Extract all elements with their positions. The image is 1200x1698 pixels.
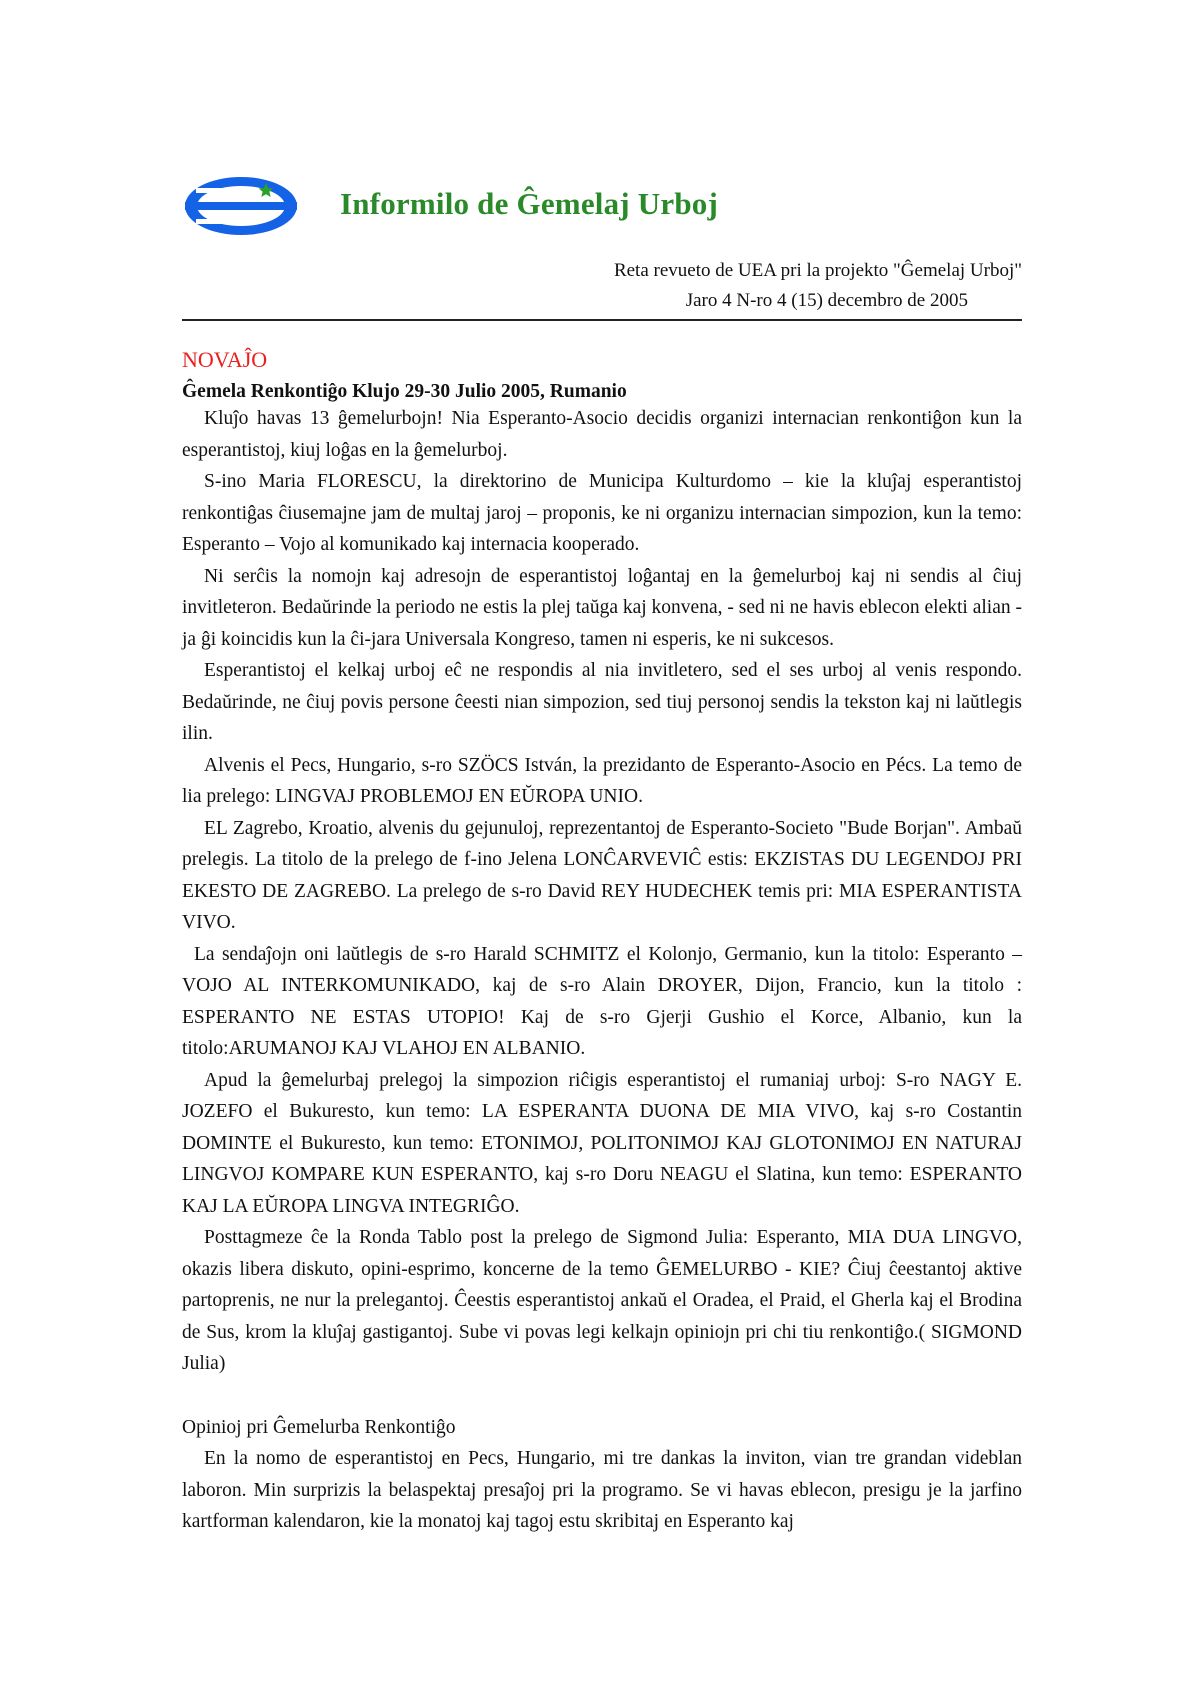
article-paragraph: Alvenis el Pecs, Hungario, s-ro SZÖCS István, la prezidanto de Esperanto-Asocio en Pécs. La temo de lia prelego: LINGVAJ PROBLEMOJ EN EŬROPA UNIO. <box>182 754 1022 807</box>
article-body <box>182 403 1022 1380</box>
issue-info: Jaro 4 N-ro 4 (15) decembro de 2005 <box>685 290 968 311</box>
article-paragraph: Kluĵo havas 13 ĝemelurbojn! Nia Esperanto-Asocio decidis organizi internacian renkontiĝon kun la esperantistoj, kiuj loĝas en la ĝemelurboj. <box>182 408 1022 461</box>
esperanto-logo-icon <box>182 174 300 238</box>
newsletter-page <box>182 174 1022 1538</box>
opinions-body <box>182 1443 1022 1538</box>
header-divider <box>182 319 1022 321</box>
article-paragraph: Esperantistoj el kelkaj urboj eĉ ne respondis al nia invitletero, sed el ses urboj al venis respondo. Bedaŭrinde, ne ĉiuj povis persone ĉeesti nian simpozion, sed tiuj personoj sendis la tekston kaj ni laŭtlegis ilin. <box>182 660 1022 744</box>
article-paragraph: EL Zagrebo, Kroatio, alvenis du gejunuloj, reprezentantoj de Esperanto-Societo "Bude Borjan". Ambaŭ prelegis. La titolo de la prelego de f-ino Jelena LONĈARVEVIĈ estis: EKZISTAS DU LEGENDOJ PRI EKESTO DE ZAGREBO. La prelego de s-ro David REY HUDECHEK temis pri: MIA ESPERANTISTA VIVO. <box>182 817 1022 933</box>
section-heading: NOVAĴO <box>182 347 268 372</box>
newsletter-title: Informilo de Ĝemelaj Urboj <box>340 186 718 221</box>
publication-info <box>182 256 1022 316</box>
article-paragraph: S-ino Maria FLORESCU, la direktorino de Municipa Kulturdomo – kie la kluĵaj esperantistoj renkontiĝas ĉiusemajne jam de multaj jaroj – proponis, ke ni organizu internacian simpozion, kun la temo: Esperanto – Vojo al komunikado kaj internacia kooperado. <box>182 471 1022 555</box>
opinions-heading: Opinioj pri Ĝemelurba Renkontiĝo <box>182 1416 456 1438</box>
article-paragraph: Ni serĉis la nomojn kaj adresojn de esperantistoj loĝantaj en la ĝemelurboj kaj ni sendis al ĉiuj invitleteron. Bedaŭrinde la periodo ne estis la plej taŭga kaj konvena, - sed ni ne havis eblecon elekti alian - ja ĝi koincidis kun la ĉi-jara Universala Kongreso, tamen ni esperis, ke ni sukcesos. <box>182 565 1022 650</box>
article-title: Ĝemela Renkontiĝo Klujo 29-30 Julio 2005, Rumanio <box>182 381 627 402</box>
masthead <box>182 174 1022 254</box>
subtitle: Reta revueto de UEA pri la projekto "Ĝemelaj Urboj" <box>613 260 1022 281</box>
article-paragraph: Apud la ĝemelurbaj prelegoj la simpozion riĉigis esperantistoj el rumaniaj urboj: S-ro NAGY E. JOZEFO el Bukuresto, kun temo: LA ESPERANTA DUONA DE MIA VIVO, kaj s-ro Costantin DOMINTE el Bukuresto, kun temo: ETONIMOJ, POLITONIMOJ KAJ GLOTONIMOJ EN NATURAJ LINGVOJ KOMPARE KUN ESPERANTO, kaj s-ro Doru NEAGU el Slatina, kun temo: ESPERANTO KAJ LA EŬROPA LINGVA INTEGRIĜO. <box>182 1069 1022 1217</box>
article-paragraph: La sendaĵojn oni laŭtlegis de s-ro Harald SCHMITZ el Kolonjo, Germanio, kun la titolo: Esperanto – VOJO AL INTERKOMUNIKADO, kaj de s-ro Alain DROYER, Dijon, Francio, kun la titolo : ESPERANTO NE ESTAS UTOPIO! Kaj de s-ro Gjerji Gushio el Korce, Albanio, kun la titolo:ARUMANOJ KAJ VLAHOJ EN ALBANIO. <box>182 943 1022 1059</box>
article-paragraph: Posttagmeze ĉe la Ronda Tablo post la prelego de Sigmond Julia: Esperanto, MIA DUA LINGVO, okazis libera diskuto, opini-esprimo, koncerne de la temo ĜEMELURBO - KIE? Ĉiuj ĉeestantoj aktive partoprenis, ne nur la prelegantoj. Ĉeestis esperantistoj ankaŭ el Oradea, el Praid, el Gherla kaj el Brodina de Sus, krom la kluĵaj gastigantoj. Sube vi povas legi kelkajn opiniojn pri chi tiu renkontiĝo.( SIGMOND Julia) <box>182 1227 1022 1374</box>
opinion-paragraph: En la nomo de esperantistoj en Pecs, Hungario, mi tre dankas la inviton, vian tre grandan videblan laboron. Min surprizis la belaspektaj presaĵoj pri la programo. Se vi havas eblecon, presigu je la jarfino kartforman kalendaron, kie la monatoj kaj tagoj estu skribitaj en Esperanto kaj <box>182 1448 1022 1532</box>
